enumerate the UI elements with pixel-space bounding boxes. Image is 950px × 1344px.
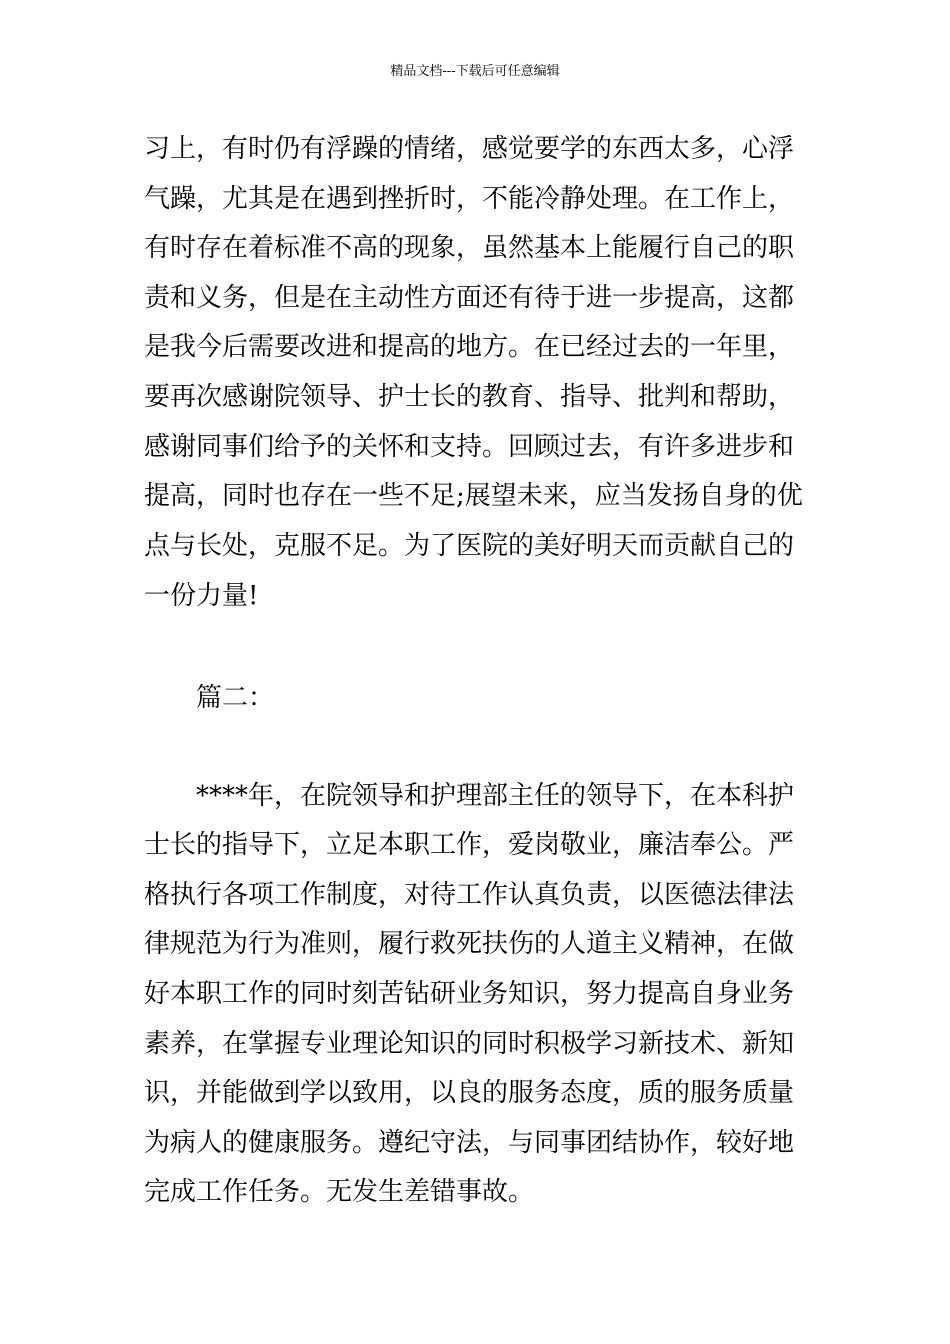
paragraph-line: ****年，在院领导和护理部主任的领导下，在本科护 [196, 781, 795, 811]
paragraph-line: 格执行各项工作制度，对待工作认真负责，以医德法律法 [144, 880, 795, 910]
paragraph-line: 一份力量! [144, 581, 259, 611]
paragraph-line: 气躁，尤其是在遇到挫折时，不能冷静处理。在工作上， [144, 184, 795, 214]
paragraph-line: 是我今后需要改进和提高的地方。在已经过去的一年里， [144, 332, 795, 362]
section-heading: 篇二： [196, 683, 275, 713]
paragraph-line: 点与长处，克服不足。为了医院的美好明天而贡献自己的 [144, 531, 795, 561]
paragraph-line: 律规范为行为准则，履行救死扶伤的人道主义精神，在做 [144, 929, 795, 959]
page-header: 精品文档---下载后可任意编辑 [390, 64, 560, 79]
paragraph-line: 提高，同时也存在一些不足;展望未来，应当发扬自身的优 [144, 481, 803, 511]
paragraph-line: 完成工作任务。无发生差错事故。 [144, 1177, 535, 1207]
paragraph-line: 习上，有时仍有浮躁的情绪，感觉要学的东西太多，心浮 [144, 134, 795, 164]
paragraph-line: 士长的指导下，立足本职工作，爱岗敬业，廉洁奉公。严 [144, 830, 795, 860]
paragraph-line: 素养，在掌握专业理论知识的同时积极学习新技术、新知 [144, 1029, 795, 1059]
paragraph-line: 要再次感谢院领导、护士长的教育、指导、批判和帮助， [144, 382, 795, 412]
paragraph-line: 为病人的健康服务。遵纪守法，与同事团结协作，较好地 [144, 1128, 795, 1158]
paragraph-line: 有时存在着标准不高的现象，虽然基本上能履行自己的职 [144, 233, 795, 263]
paragraph-line: 识，并能做到学以致用，以良的服务态度，质的服务质量 [144, 1078, 795, 1108]
paragraph-line: 好本职工作的同时刻苦钻研业务知识，努力提高自身业务 [144, 979, 795, 1009]
paragraph-line: 感谢同事们给予的关怀和支持。回顾过去，有许多进步和 [144, 432, 795, 462]
paragraph-line: 责和义务，但是在主动性方面还有待于进一步提高，这都 [144, 283, 795, 313]
